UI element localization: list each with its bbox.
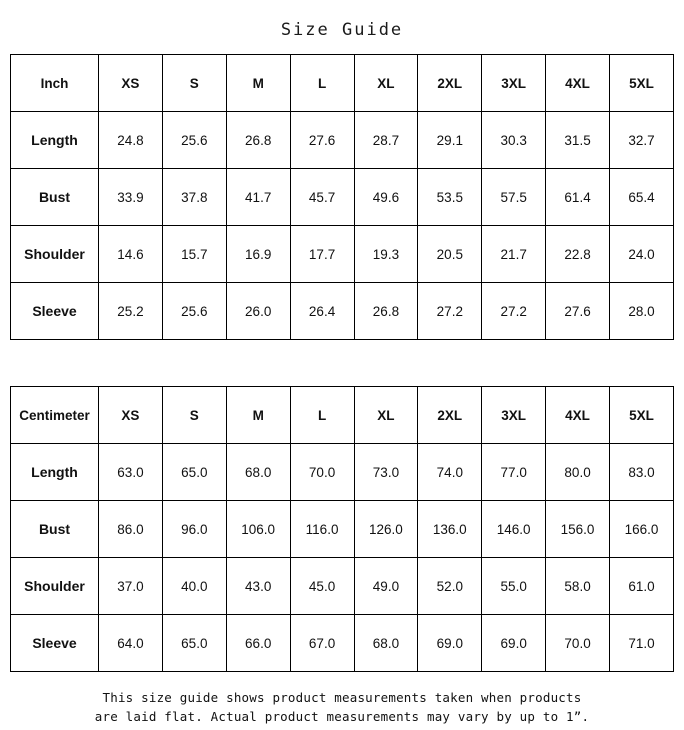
measure-cell: 86.0 [99, 501, 163, 558]
measure-cell: 25.6 [162, 283, 226, 340]
measure-cell: 69.0 [418, 615, 482, 672]
footer-note [0, 672, 684, 726]
measure-cell: 67.0 [290, 615, 354, 672]
measure-cell: 136.0 [418, 501, 482, 558]
measure-cell: 73.0 [354, 444, 418, 501]
measure-cell: 55.0 [482, 558, 546, 615]
measure-cell: 17.7 [290, 226, 354, 283]
size-header: XL [354, 387, 418, 444]
measure-cell: 74.0 [418, 444, 482, 501]
measure-cell: 26.8 [226, 112, 290, 169]
measure-cell: 65.4 [610, 169, 674, 226]
table-row [11, 169, 674, 226]
measure-cell: 106.0 [226, 501, 290, 558]
measure-cell: 63.0 [99, 444, 163, 501]
measure-cell: 70.0 [546, 615, 610, 672]
measure-cell: 27.6 [290, 112, 354, 169]
measure-cell: 96.0 [162, 501, 226, 558]
measure-cell: 40.0 [162, 558, 226, 615]
measure-cell: 45.0 [290, 558, 354, 615]
measure-cell: 52.0 [418, 558, 482, 615]
measure-cell: 21.7 [482, 226, 546, 283]
measure-cell: 146.0 [482, 501, 546, 558]
measure-cell: 64.0 [99, 615, 163, 672]
measure-cell: 27.6 [546, 283, 610, 340]
footer-line-2: are laid flat. Actual product measurements may vary by up to 1”. [94, 709, 590, 724]
measure-cell: 166.0 [610, 501, 674, 558]
measure-cell: 32.7 [610, 112, 674, 169]
measure-cell: 68.0 [354, 615, 418, 672]
table-header-row [11, 387, 674, 444]
measure-cell: 15.7 [162, 226, 226, 283]
measure-cell: 66.0 [226, 615, 290, 672]
measure-cell: 80.0 [546, 444, 610, 501]
measure-cell: 116.0 [290, 501, 354, 558]
size-table-centimeter [10, 386, 674, 672]
size-header: L [290, 387, 354, 444]
size-header: XS [99, 55, 163, 112]
measure-cell: 14.6 [99, 226, 163, 283]
measure-cell: 61.0 [610, 558, 674, 615]
measure-cell: 20.5 [418, 226, 482, 283]
measure-cell: 57.5 [482, 169, 546, 226]
measure-cell: 27.2 [418, 283, 482, 340]
measure-cell: 22.8 [546, 226, 610, 283]
unit-label-centimeter: Centimeter [11, 387, 99, 444]
measure-cell: 25.2 [99, 283, 163, 340]
size-header: M [226, 55, 290, 112]
measure-cell: 28.0 [610, 283, 674, 340]
unit-label-inch: Inch [11, 55, 99, 112]
measure-cell: 58.0 [546, 558, 610, 615]
table-row [11, 283, 674, 340]
row-label: Sleeve [11, 283, 99, 340]
measure-cell: 70.0 [290, 444, 354, 501]
row-label: Shoulder [11, 226, 99, 283]
measure-cell: 19.3 [354, 226, 418, 283]
measure-cell: 26.4 [290, 283, 354, 340]
measure-cell: 77.0 [482, 444, 546, 501]
measure-cell: 24.8 [99, 112, 163, 169]
measure-cell: 83.0 [610, 444, 674, 501]
table-row [11, 444, 674, 501]
measure-cell: 45.7 [290, 169, 354, 226]
page-title: Size Guide [280, 20, 404, 40]
size-header: 3XL [482, 387, 546, 444]
measure-cell: 31.5 [546, 112, 610, 169]
size-header: S [162, 387, 226, 444]
measure-cell: 26.8 [354, 283, 418, 340]
measure-cell: 25.6 [162, 112, 226, 169]
size-header: 4XL [546, 55, 610, 112]
size-header: L [290, 55, 354, 112]
table-separator [0, 340, 684, 386]
size-header: 3XL [482, 55, 546, 112]
footer-line-1: This size guide shows product measurements taken when products [102, 690, 582, 705]
size-table-inch [10, 54, 674, 340]
size-header: 5XL [610, 55, 674, 112]
measure-cell: 49.0 [354, 558, 418, 615]
table-row [11, 112, 674, 169]
measure-cell: 41.7 [226, 169, 290, 226]
size-header: XL [354, 55, 418, 112]
table-row [11, 615, 674, 672]
size-header: 4XL [546, 387, 610, 444]
row-label: Shoulder [11, 558, 99, 615]
measure-cell: 27.2 [482, 283, 546, 340]
measure-cell: 126.0 [354, 501, 418, 558]
measure-cell: 26.0 [226, 283, 290, 340]
size-header: XS [99, 387, 163, 444]
row-label: Bust [11, 501, 99, 558]
measure-cell: 29.1 [418, 112, 482, 169]
table-row [11, 558, 674, 615]
row-label: Sleeve [11, 615, 99, 672]
measure-cell: 71.0 [610, 615, 674, 672]
measure-cell: 69.0 [482, 615, 546, 672]
measure-cell: 33.9 [99, 169, 163, 226]
measure-cell: 156.0 [546, 501, 610, 558]
table-row [11, 501, 674, 558]
measure-cell: 24.0 [610, 226, 674, 283]
measure-cell: 49.6 [354, 169, 418, 226]
size-header: 5XL [610, 387, 674, 444]
row-label: Length [11, 444, 99, 501]
measure-cell: 65.0 [162, 615, 226, 672]
table-header-row [11, 55, 674, 112]
size-header: 2XL [418, 55, 482, 112]
table-row [11, 226, 674, 283]
measure-cell: 68.0 [226, 444, 290, 501]
measure-cell: 37.0 [99, 558, 163, 615]
measure-cell: 61.4 [546, 169, 610, 226]
size-header: M [226, 387, 290, 444]
row-label: Bust [11, 169, 99, 226]
measure-cell: 30.3 [482, 112, 546, 169]
measure-cell: 16.9 [226, 226, 290, 283]
size-header: S [162, 55, 226, 112]
measure-cell: 65.0 [162, 444, 226, 501]
measure-cell: 53.5 [418, 169, 482, 226]
measure-cell: 43.0 [226, 558, 290, 615]
measure-cell: 37.8 [162, 169, 226, 226]
size-header: 2XL [418, 387, 482, 444]
row-label: Length [11, 112, 99, 169]
measure-cell: 28.7 [354, 112, 418, 169]
